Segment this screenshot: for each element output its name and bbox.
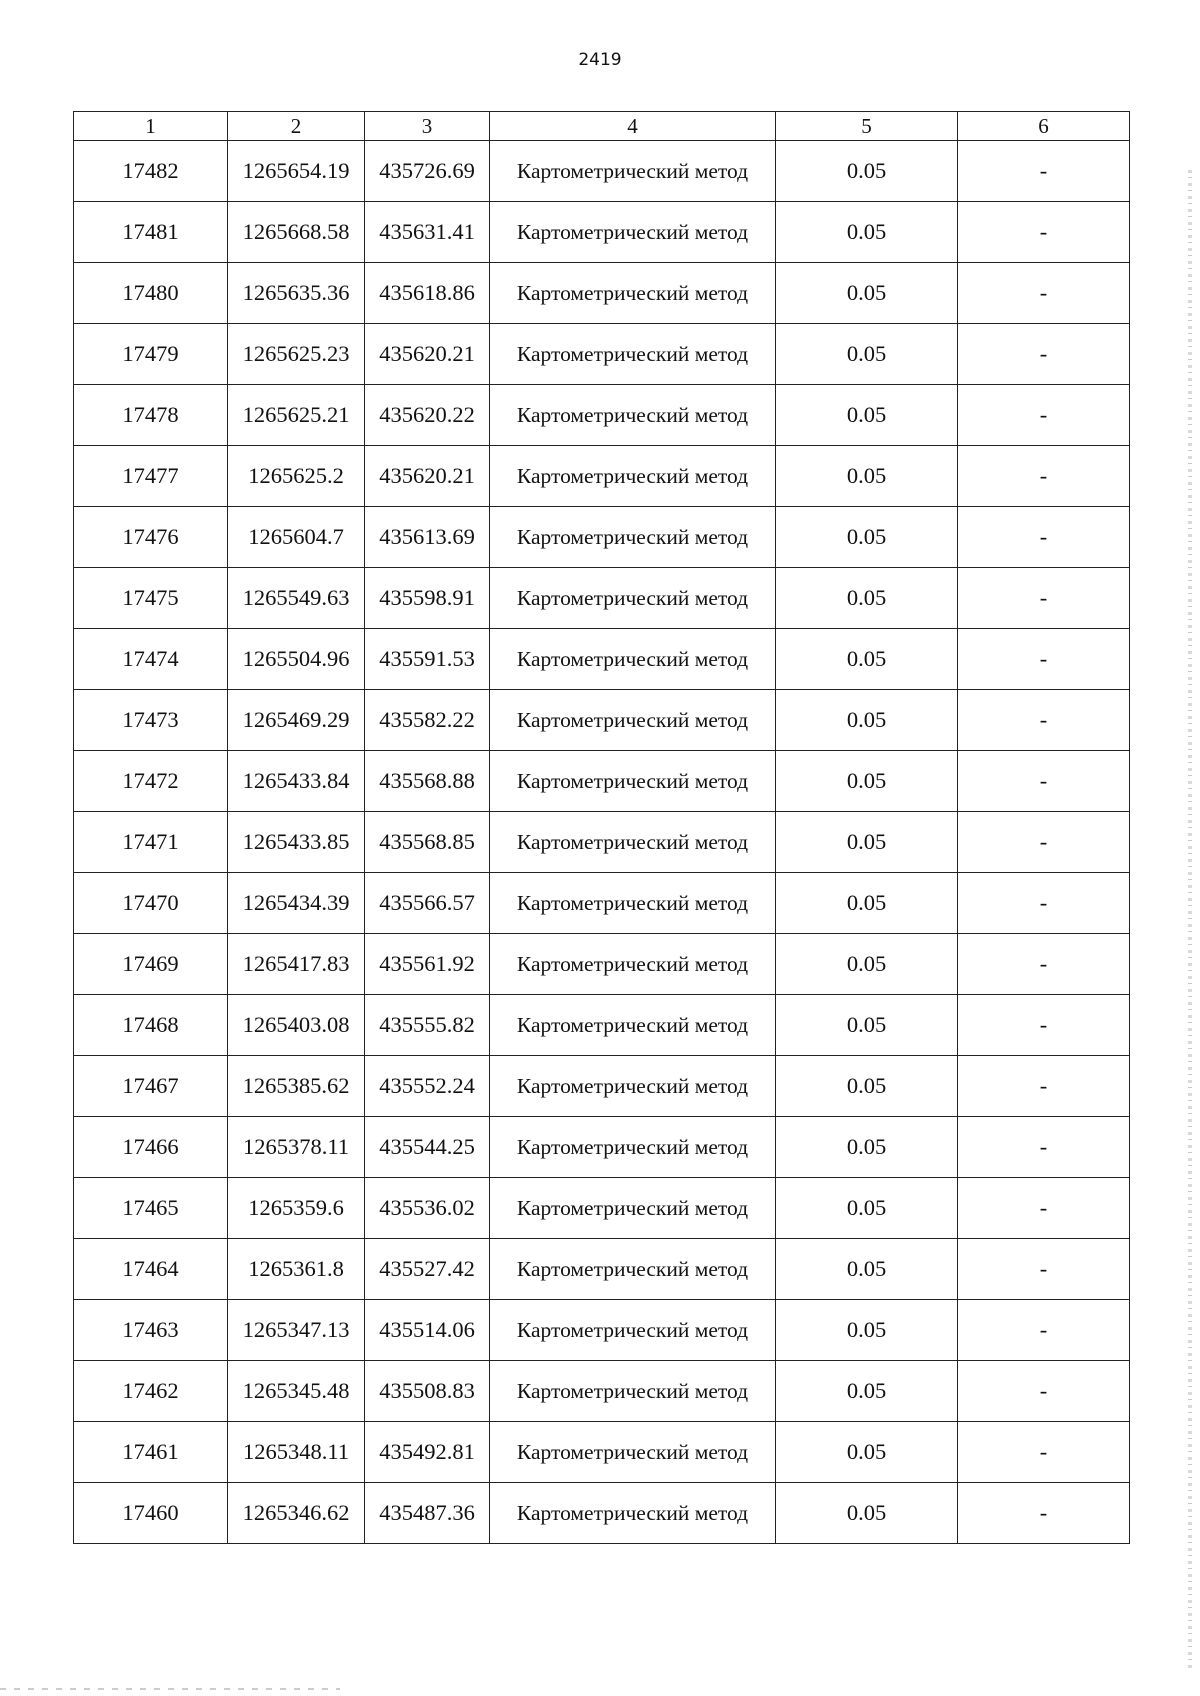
y-coordinate-cell: 435618.86 xyxy=(365,263,490,324)
point-number-cell: 17460 xyxy=(74,1483,228,1544)
point-number-cell: 17468 xyxy=(74,995,228,1056)
note-cell: - xyxy=(958,934,1130,995)
method-cell: Картометрический метод xyxy=(490,1483,776,1544)
accuracy-cell: 0.05 xyxy=(776,446,958,507)
x-coordinate-cell: 1265433.85 xyxy=(228,812,365,873)
table-body xyxy=(74,141,1130,1544)
note-cell: - xyxy=(958,202,1130,263)
point-number-cell: 17471 xyxy=(74,812,228,873)
table-row xyxy=(74,446,1130,507)
x-coordinate-cell: 1265625.23 xyxy=(228,324,365,385)
x-coordinate-cell: 1265668.58 xyxy=(228,202,365,263)
note-cell: - xyxy=(958,446,1130,507)
point-number-cell: 17482 xyxy=(74,141,228,202)
point-number-cell: 17479 xyxy=(74,324,228,385)
table-row xyxy=(74,263,1130,324)
accuracy-cell: 0.05 xyxy=(776,568,958,629)
table-row xyxy=(74,568,1130,629)
table-row xyxy=(74,1361,1130,1422)
y-coordinate-cell: 435508.83 xyxy=(365,1361,490,1422)
table-row xyxy=(74,751,1130,812)
accuracy-cell: 0.05 xyxy=(776,141,958,202)
accuracy-cell: 0.05 xyxy=(776,263,958,324)
note-cell: - xyxy=(958,1117,1130,1178)
note-cell: - xyxy=(958,1300,1130,1361)
y-coordinate-cell: 435561.92 xyxy=(365,934,490,995)
note-cell: - xyxy=(958,1422,1130,1483)
table-row xyxy=(74,1178,1130,1239)
table-row xyxy=(74,1422,1130,1483)
x-coordinate-cell: 1265347.13 xyxy=(228,1300,365,1361)
x-coordinate-cell: 1265348.11 xyxy=(228,1422,365,1483)
y-coordinate-cell: 435613.69 xyxy=(365,507,490,568)
y-coordinate-cell: 435555.82 xyxy=(365,995,490,1056)
point-number-cell: 17480 xyxy=(74,263,228,324)
table-row xyxy=(74,995,1130,1056)
accuracy-cell: 0.05 xyxy=(776,324,958,385)
accuracy-cell: 0.05 xyxy=(776,1178,958,1239)
y-coordinate-cell: 435591.53 xyxy=(365,629,490,690)
point-number-cell: 17474 xyxy=(74,629,228,690)
accuracy-cell: 0.05 xyxy=(776,629,958,690)
method-cell: Картометрический метод xyxy=(490,1178,776,1239)
table-row xyxy=(74,385,1130,446)
point-number-cell: 17481 xyxy=(74,202,228,263)
point-number-cell: 17467 xyxy=(74,1056,228,1117)
note-cell: - xyxy=(958,1178,1130,1239)
x-coordinate-cell: 1265625.21 xyxy=(228,385,365,446)
point-number-cell: 17463 xyxy=(74,1300,228,1361)
method-cell: Картометрический метод xyxy=(490,873,776,934)
accuracy-cell: 0.05 xyxy=(776,995,958,1056)
method-cell: Картометрический метод xyxy=(490,934,776,995)
table-row xyxy=(74,202,1130,263)
accuracy-cell: 0.05 xyxy=(776,507,958,568)
method-cell: Картометрический метод xyxy=(490,202,776,263)
coordinates-table xyxy=(73,111,1130,1544)
table-row xyxy=(74,629,1130,690)
x-coordinate-cell: 1265417.83 xyxy=(228,934,365,995)
note-cell: - xyxy=(958,507,1130,568)
accuracy-cell: 0.05 xyxy=(776,934,958,995)
method-cell: Картометрический метод xyxy=(490,507,776,568)
point-number-cell: 17466 xyxy=(74,1117,228,1178)
x-coordinate-cell: 1265345.48 xyxy=(228,1361,365,1422)
table-row xyxy=(74,507,1130,568)
column-header-6: 6 xyxy=(958,112,1130,141)
note-cell: - xyxy=(958,141,1130,202)
column-header-2: 2 xyxy=(228,112,365,141)
accuracy-cell: 0.05 xyxy=(776,1422,958,1483)
accuracy-cell: 0.05 xyxy=(776,1361,958,1422)
y-coordinate-cell: 435620.21 xyxy=(365,446,490,507)
note-cell: - xyxy=(958,263,1130,324)
x-coordinate-cell: 1265361.8 xyxy=(228,1239,365,1300)
x-coordinate-cell: 1265625.2 xyxy=(228,446,365,507)
method-cell: Картометрический метод xyxy=(490,446,776,507)
point-number-cell: 17476 xyxy=(74,507,228,568)
point-number-cell: 17477 xyxy=(74,446,228,507)
note-cell: - xyxy=(958,995,1130,1056)
method-cell: Картометрический метод xyxy=(490,263,776,324)
y-coordinate-cell: 435568.85 xyxy=(365,812,490,873)
method-cell: Картометрический метод xyxy=(490,1239,776,1300)
x-coordinate-cell: 1265385.62 xyxy=(228,1056,365,1117)
note-cell: - xyxy=(958,1239,1130,1300)
table-row xyxy=(74,1117,1130,1178)
accuracy-cell: 0.05 xyxy=(776,1300,958,1361)
table-row xyxy=(74,1239,1130,1300)
accuracy-cell: 0.05 xyxy=(776,202,958,263)
table-row xyxy=(74,1056,1130,1117)
y-coordinate-cell: 435582.22 xyxy=(365,690,490,751)
method-cell: Картометрический метод xyxy=(490,385,776,446)
y-coordinate-cell: 435487.36 xyxy=(365,1483,490,1544)
table-header xyxy=(74,112,1130,141)
method-cell: Картометрический метод xyxy=(490,995,776,1056)
note-cell: - xyxy=(958,751,1130,812)
note-cell: - xyxy=(958,812,1130,873)
method-cell: Картометрический метод xyxy=(490,812,776,873)
point-number-cell: 17470 xyxy=(74,873,228,934)
table-row xyxy=(74,934,1130,995)
method-cell: Картометрический метод xyxy=(490,1361,776,1422)
x-coordinate-cell: 1265378.11 xyxy=(228,1117,365,1178)
x-coordinate-cell: 1265403.08 xyxy=(228,995,365,1056)
table-row xyxy=(74,141,1130,202)
point-number-cell: 17465 xyxy=(74,1178,228,1239)
y-coordinate-cell: 435631.41 xyxy=(365,202,490,263)
note-cell: - xyxy=(958,1361,1130,1422)
column-header-5: 5 xyxy=(776,112,958,141)
point-number-cell: 17472 xyxy=(74,751,228,812)
y-coordinate-cell: 435620.22 xyxy=(365,385,490,446)
y-coordinate-cell: 435544.25 xyxy=(365,1117,490,1178)
table-row xyxy=(74,812,1130,873)
method-cell: Картометрический метод xyxy=(490,568,776,629)
method-cell: Картометрический метод xyxy=(490,629,776,690)
note-cell: - xyxy=(958,629,1130,690)
note-cell: - xyxy=(958,690,1130,751)
note-cell: - xyxy=(958,873,1130,934)
note-cell: - xyxy=(958,385,1130,446)
method-cell: Картометрический метод xyxy=(490,141,776,202)
column-header-4: 4 xyxy=(490,112,776,141)
accuracy-cell: 0.05 xyxy=(776,751,958,812)
point-number-cell: 17461 xyxy=(74,1422,228,1483)
accuracy-cell: 0.05 xyxy=(776,690,958,751)
y-coordinate-cell: 435527.42 xyxy=(365,1239,490,1300)
accuracy-cell: 0.05 xyxy=(776,1483,958,1544)
x-coordinate-cell: 1265549.63 xyxy=(228,568,365,629)
y-coordinate-cell: 435726.69 xyxy=(365,141,490,202)
x-coordinate-cell: 1265604.7 xyxy=(228,507,365,568)
column-header-1: 1 xyxy=(74,112,228,141)
y-coordinate-cell: 435514.06 xyxy=(365,1300,490,1361)
y-coordinate-cell: 435492.81 xyxy=(365,1422,490,1483)
y-coordinate-cell: 435620.21 xyxy=(365,324,490,385)
point-number-cell: 17475 xyxy=(74,568,228,629)
note-cell: - xyxy=(958,324,1130,385)
x-coordinate-cell: 1265433.84 xyxy=(228,751,365,812)
y-coordinate-cell: 435552.24 xyxy=(365,1056,490,1117)
x-coordinate-cell: 1265346.62 xyxy=(228,1483,365,1544)
page-number: 2419 xyxy=(578,50,622,70)
note-cell: - xyxy=(958,568,1130,629)
accuracy-cell: 0.05 xyxy=(776,1239,958,1300)
method-cell: Картометрический метод xyxy=(490,1422,776,1483)
accuracy-cell: 0.05 xyxy=(776,1056,958,1117)
y-coordinate-cell: 435568.88 xyxy=(365,751,490,812)
x-coordinate-cell: 1265504.96 xyxy=(228,629,365,690)
x-coordinate-cell: 1265635.36 xyxy=(228,263,365,324)
y-coordinate-cell: 435536.02 xyxy=(365,1178,490,1239)
method-cell: Картометрический метод xyxy=(490,1056,776,1117)
method-cell: Картометрический метод xyxy=(490,1300,776,1361)
point-number-cell: 17478 xyxy=(74,385,228,446)
table-row xyxy=(74,1483,1130,1544)
table-row xyxy=(74,690,1130,751)
x-coordinate-cell: 1265469.29 xyxy=(228,690,365,751)
y-coordinate-cell: 435598.91 xyxy=(365,568,490,629)
x-coordinate-cell: 1265654.19 xyxy=(228,141,365,202)
accuracy-cell: 0.05 xyxy=(776,1117,958,1178)
y-coordinate-cell: 435566.57 xyxy=(365,873,490,934)
note-cell: - xyxy=(958,1483,1130,1544)
column-header-3: 3 xyxy=(365,112,490,141)
scan-bottom-artifact xyxy=(0,1688,340,1690)
accuracy-cell: 0.05 xyxy=(776,812,958,873)
point-number-cell: 17473 xyxy=(74,690,228,751)
point-number-cell: 17469 xyxy=(74,934,228,995)
table-row xyxy=(74,1300,1130,1361)
point-number-cell: 17462 xyxy=(74,1361,228,1422)
header-row xyxy=(74,112,1130,141)
accuracy-cell: 0.05 xyxy=(776,873,958,934)
note-cell: - xyxy=(958,1056,1130,1117)
table-row xyxy=(74,873,1130,934)
method-cell: Картометрический метод xyxy=(490,690,776,751)
method-cell: Картометрический метод xyxy=(490,751,776,812)
method-cell: Картометрический метод xyxy=(490,1117,776,1178)
x-coordinate-cell: 1265434.39 xyxy=(228,873,365,934)
x-coordinate-cell: 1265359.6 xyxy=(228,1178,365,1239)
accuracy-cell: 0.05 xyxy=(776,385,958,446)
table-row xyxy=(74,324,1130,385)
method-cell: Картометрический метод xyxy=(490,324,776,385)
point-number-cell: 17464 xyxy=(74,1239,228,1300)
scan-edge-artifact xyxy=(1188,170,1192,1670)
